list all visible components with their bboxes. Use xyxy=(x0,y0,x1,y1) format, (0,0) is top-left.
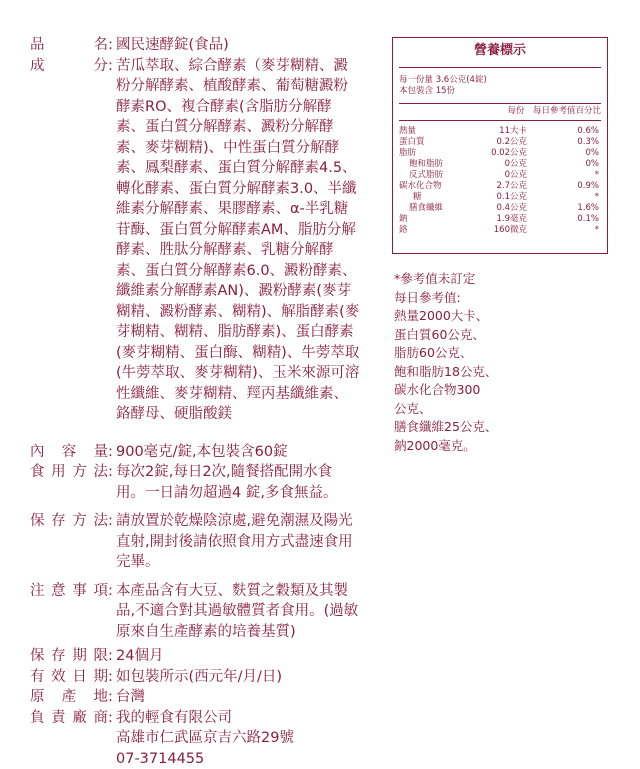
nutrition-row: 脂肪 0.02公克 0% xyxy=(393,148,607,159)
note-line: 膳食纖維25公克、 xyxy=(394,418,624,437)
origin-label: 原 產 地 xyxy=(30,687,108,708)
daily-reference-notes xyxy=(394,270,624,455)
maker-name: 我的輕食有限公司 xyxy=(116,708,360,729)
origin-row: 原 產 地 : 台灣 xyxy=(30,687,360,708)
note-line: *參考值未訂定 xyxy=(394,270,624,289)
nutrition-row: 碳水化合物 2.7公克 0.9% xyxy=(393,181,607,192)
maker-row: 負 責 廠 商 : 我的輕食有限公司 高雄市仁武區京吉六路29號 07-3714455 xyxy=(30,708,360,769)
servings-per-pack: 本包裝含 15份 xyxy=(393,86,607,97)
nutrition-row: 糖 0.1公克 * xyxy=(393,192,607,203)
product-name-row: 品 名 : 國民速酵錠(食品) xyxy=(30,35,360,56)
note-line: 鈉2000毫克。 xyxy=(394,437,624,456)
usage-row: 食 用 方 法 : 每次2錠,每日2次,隨餐搭配開水食用。一日請勿超過4 錠,多食無益。 xyxy=(30,462,360,503)
nutrition-title: 營養標示 xyxy=(393,38,607,67)
storage-value: 請放置於乾燥陰涼處,避免潮濕及陽光直射,開封後請依照食用方式盡速食用完畢。 xyxy=(116,511,360,573)
ingredients-row: 成 分 : 苦瓜萃取、綜合酵素（麥芽糊精、澱粉分解酵素、植酸酵素、葡萄糖澱粉酵素RO、複合酵素(含脂肪分解酵素、蛋白質分解酵素、澱粉分解酵素、麥芽糊精)、中性蛋白質分解酵素、鳳梨酵素、蛋白質分解酵素4.5、轉化酵素、蛋白質分解酵素3.0、半纖維素分解酵素、果膠酵素、α-半乳糖苷酶、蛋白質分解酵素AM、脂肪分解酵素、胜肽分解酵素、乳糖分解酵素、蛋白質分解酵素6.0、澱粉酵素、纖維素分解酵素AN)、澱粉酵素(麥芽糊精、澱粉酵素、糊精)、解脂酵素(麥芽糊精、糊精、脂肪酵素)、蛋白酵素(麥芽糊精、蛋白酶、糊精)、牛蒡萃取(牛蒡萃取、麥芽糊精)、玉米來源可溶性纖維、麥芽糊精、羥丙基纖維素、鉻酵母、硬脂酸鎂 xyxy=(30,56,360,425)
note-line: 飽和脂肪18公克、 xyxy=(394,363,624,382)
nutrition-row: 鉻 160微克 * xyxy=(393,225,607,236)
note-line: 每日參考值: xyxy=(394,289,624,308)
nutrition-row: 飽和脂肪 0公克 0% xyxy=(393,159,607,170)
nutrition-row: 膳食纖維 0.4公克 1.6% xyxy=(393,203,607,214)
caution-value: 本產品含有大豆、麩質之穀類及其製品,不適合對其過敏體質者食用。(過敏原來自生產酵素的培養基質) xyxy=(116,581,360,643)
origin-value: 台灣 xyxy=(116,687,360,708)
col-per-serving: 每份 xyxy=(475,106,524,117)
storage-label: 保 存 方 法 xyxy=(30,511,108,573)
expiry-value: 如包裝所示(西元年/月/日) xyxy=(116,667,360,688)
maker-phone: 07-3714455 xyxy=(116,749,360,769)
product-info xyxy=(30,35,360,769)
caution-row: 注 意 事 項 : 本產品含有大豆、麩質之穀類及其製品,不適合對其過敏體質者食用。(過敏原來自生產酵素的培養基質) xyxy=(30,581,360,643)
expiry-row: 有 效 日 期 : 如包裝所示(西元年/月/日) xyxy=(30,667,360,688)
usage-label: 食 用 方 法 xyxy=(30,462,108,503)
contents-label: 內 容 量 xyxy=(30,442,108,463)
contents-value: 900毫克/錠,本包裝含60錠 xyxy=(116,442,360,463)
usage-value: 每次2錠,每日2次,隨餐搭配開水食用。一日請勿超過4 錠,多食無益。 xyxy=(116,462,360,503)
caution-label: 注 意 事 項 xyxy=(30,581,108,643)
nutrition-row: 熱量 11大卡 0.6% xyxy=(393,126,607,137)
ingredients-label: 成 分 xyxy=(30,56,108,425)
nutrition-row: 反式脂肪 0公克 * xyxy=(393,170,607,181)
shelf-life-row: 保 存 期 限 : 24個月 xyxy=(30,646,360,667)
note-line: 熱量2000大卡、 xyxy=(394,307,624,326)
serving-size: 每一份量 3.6公克(4錠) xyxy=(393,75,607,86)
nutrition-row: 鈉 1.9毫克 0.1% xyxy=(393,214,607,225)
expiry-label: 有 效 日 期 xyxy=(30,667,108,688)
nutrition-facts-panel xyxy=(392,37,608,254)
shelf-life-label: 保 存 期 限 xyxy=(30,646,108,667)
contents-row: 內 容 量 : 900毫克/錠,本包裝含60錠 xyxy=(30,442,360,463)
note-line: 蛋白質60公克、 xyxy=(394,326,624,345)
note-line: 脂肪60公克、 xyxy=(394,344,624,363)
shelf-life-value: 24個月 xyxy=(116,646,360,667)
product-name-label: 品 名 xyxy=(30,35,108,56)
col-daily-value: 每日參考值百分比 xyxy=(525,106,601,117)
nutrition-row: 蛋白質 0.2公克 0.3% xyxy=(393,137,607,148)
storage-row: 保 存 方 法 : 請放置於乾燥陰涼處,避免潮濕及陽光直射,開封後請依照食用方式盡速食用完畢。 xyxy=(30,511,360,573)
nutrition-header xyxy=(393,104,607,120)
ingredients-value: 苦瓜萃取、綜合酵素（麥芽糊精、澱粉分解酵素、植酸酵素、葡萄糖澱粉酵素RO、複合酵素(含脂肪分解酵素、蛋白質分解酵素、澱粉分解酵素、麥芽糊精)、中性蛋白質分解酵素、鳳梨酵素、蛋白質分解酵素4.5、轉化酵素、蛋白質分解酵素3.0、半纖維素分解酵素、果膠酵素、α-半乳糖苷酶、蛋白質分解酵素AM、脂肪分解酵素、胜肽分解酵素、乳糖分解酵素、蛋白質分解酵素6.0、澱粉酵素、纖維素分解酵素AN)、澱粉酵素(麥芽糊精、澱粉酵素、糊精)、解脂酵素(麥芽糊精、糊精、脂肪酵素)、蛋白酵素(麥芽糊精、蛋白酶、糊精)、牛蒡萃取(牛蒡萃取、麥芽糊精)、玉米來源可溶性纖維、麥芽糊精、羥丙基纖維素、鉻酵母、硬脂酸鎂 xyxy=(116,56,360,425)
maker-label: 負 責 廠 商 xyxy=(30,708,108,769)
product-name-value: 國民速酵錠(食品) xyxy=(116,35,360,56)
note-line: 碳水化合物300公克、 xyxy=(394,381,486,418)
maker-address: 高雄市仁武區京吉六路29號 xyxy=(116,728,360,749)
